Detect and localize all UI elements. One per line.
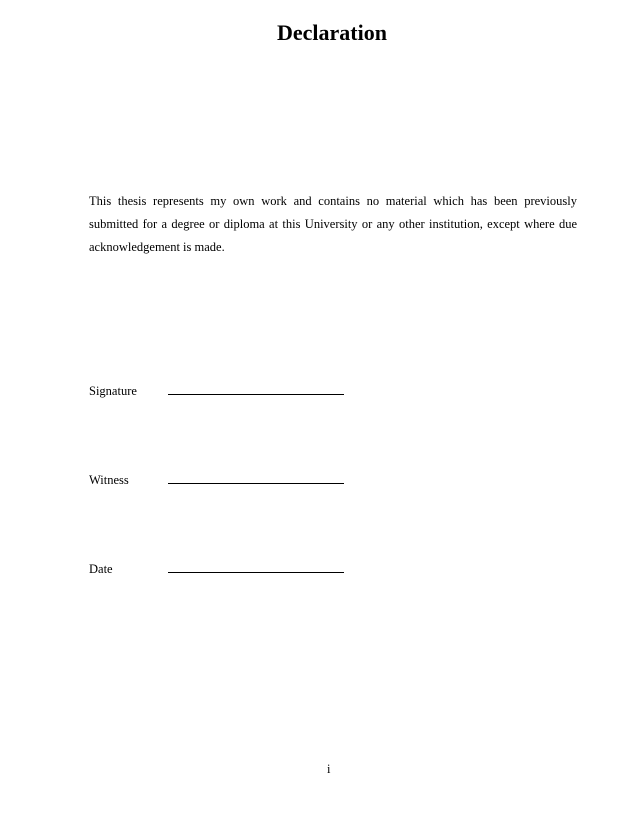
witness-label: Witness <box>89 473 129 487</box>
signature-row <box>89 382 389 402</box>
page-title: Declaration <box>277 20 387 45</box>
witness-line <box>168 483 344 484</box>
date-row <box>89 560 389 580</box>
signature-line <box>168 394 344 395</box>
declaration-statement: This thesis represents my own work and contains no material which has been previously submitted for a degree or diploma at this University or any other institution, except where due acknowledgement is made. <box>89 194 577 254</box>
date-line <box>168 572 344 573</box>
witness-row <box>89 471 389 491</box>
page-number: i <box>327 762 331 776</box>
date-label: Date <box>89 562 113 576</box>
signature-label: Signature <box>89 384 137 398</box>
